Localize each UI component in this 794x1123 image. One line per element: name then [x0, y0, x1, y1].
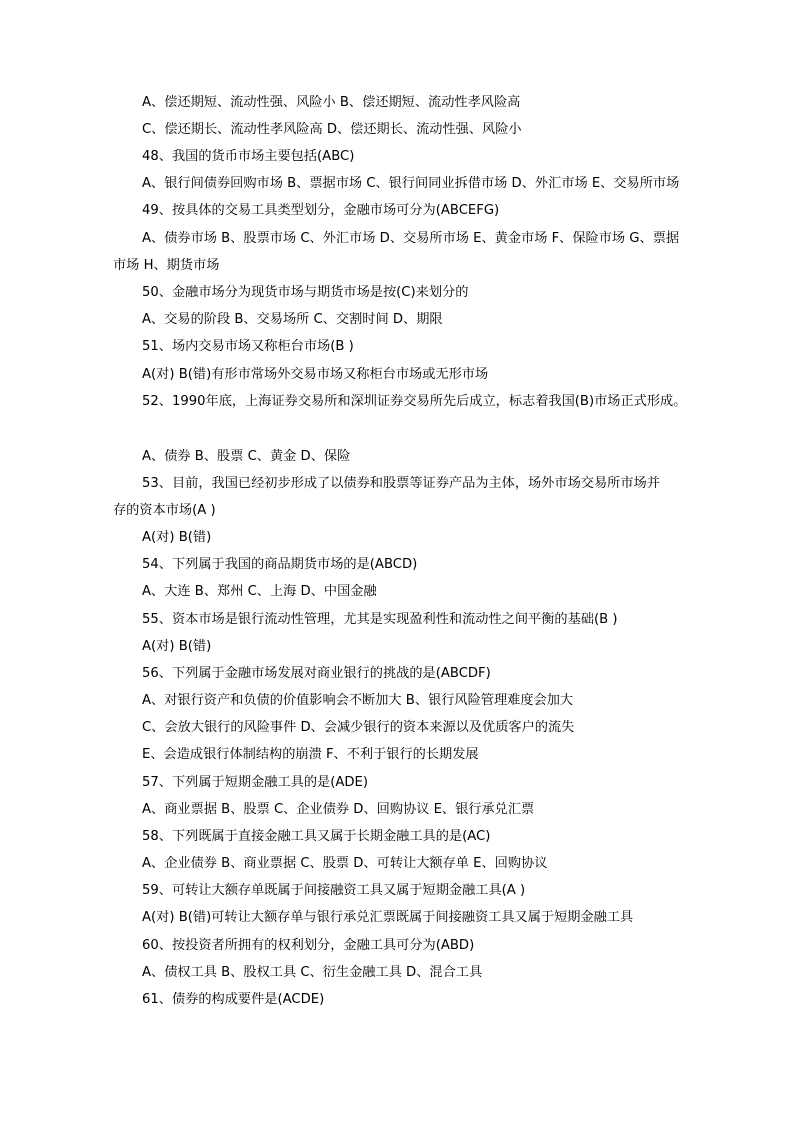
question-line: 51、场内交易市场又称柜台市场(B )	[142, 339, 354, 354]
question-line: 60、按投资者所拥有的权利划分，金融工具可分为(ABD)	[142, 938, 475, 953]
question-line: 58、下列既属于直接金融工具又属于长期金融工具的是(AC)	[142, 829, 491, 844]
option-line: A、偿还期短、流动性强、风险小 B、偿还期短、流动性孝风险高	[142, 95, 521, 110]
option-line: C、会放大银行的风险事件 D、会减少银行的资本来源以及优质客户的流失	[142, 720, 575, 735]
question-line: 48、我国的货币市场主要包括(ABC)	[142, 149, 355, 164]
question-line: 50、金融市场分为现货市场与期货市场是按(C)来划分的	[142, 285, 469, 300]
answer-line: A(对) B(错)	[142, 530, 212, 545]
option-line: A、对银行资产和负债的价值影响会不断加大 B、银行风险管理难度会加大	[142, 693, 574, 708]
question-line: 59、可转让大额存单既属于间接融资工具又属于短期金融工具(A )	[142, 883, 526, 898]
question-line: 53、目前，我国已经初步形成了以债券和股票等证券产品为主体，场外市场交易所市场并	[142, 476, 660, 491]
question-line: 61、债券的构成要件是(ACDE)	[142, 992, 325, 1007]
option-line: A、企业债券 B、商业票据 C、股票 D、可转让大额存单 E、回购协议	[142, 856, 548, 871]
question-line-continued: 存的资本市场(A )	[113, 503, 216, 518]
question-line: 56、下列属于金融市场发展对商业银行的挑战的是(ABCDF)	[142, 666, 491, 681]
option-line: A、银行间债券回购市场 B、票据市场 C、银行间同业拆借市场 D、外汇市场 E、交易所市场	[142, 176, 680, 191]
option-line: A、交易的阶段 B、交易场所 C、交割时间 D、期限	[142, 312, 443, 327]
answer-line: A(对) B(错)可转让大额存单与银行承兑汇票既属于间接融资工具又属于短期金融工具	[142, 910, 634, 925]
question-line: 52、1990年底，上海证券交易所和深圳证券交易所先后成立，标志着我国(B)市场正式形成。	[142, 394, 687, 409]
question-line: 57、下列属于短期金融工具的是(ADE)	[142, 775, 369, 790]
option-line-continued: 市场 H、期货市场	[113, 258, 220, 273]
question-line: 54、下列属于我国的商品期货市场的是(ABCD)	[142, 557, 418, 572]
option-line: C、偿还期长、流动性孝风险高 D、偿还期长、流动性强、风险小	[142, 122, 522, 137]
option-line: E、会造成银行体制结构的崩溃 F、不利于银行的长期发展	[142, 747, 479, 762]
answer-line: A(对) B(错)有形市常场外交易市场又称柜台市场或无形市场	[142, 367, 489, 382]
option-line: A、大连 B、郑州 C、上海 D、中国金融	[142, 584, 377, 599]
option-line: A、商业票据 B、股票 C、企业债券 D、回购协议 E、银行承兑汇票	[142, 802, 535, 817]
option-line: A、债券市场 B、股票市场 C、外汇市场 D、交易所市场 E、黄金市场 F、保险市场 G、票据	[142, 231, 680, 246]
option-line: A、债券 B、股票 C、黄金 D、保险	[142, 449, 351, 464]
question-line: 55、资本市场是银行流动性管理，尤其是实现盈利性和流动性之间平衡的基础(B )	[142, 612, 618, 627]
question-line: 49、按具体的交易工具类型划分，金融市场可分为(ABCEFG)	[142, 203, 500, 218]
answer-line: A(对) B(错)	[142, 639, 212, 654]
option-line: A、债权工具 B、股权工具 C、衍生金融工具 D、混合工具	[142, 965, 483, 980]
